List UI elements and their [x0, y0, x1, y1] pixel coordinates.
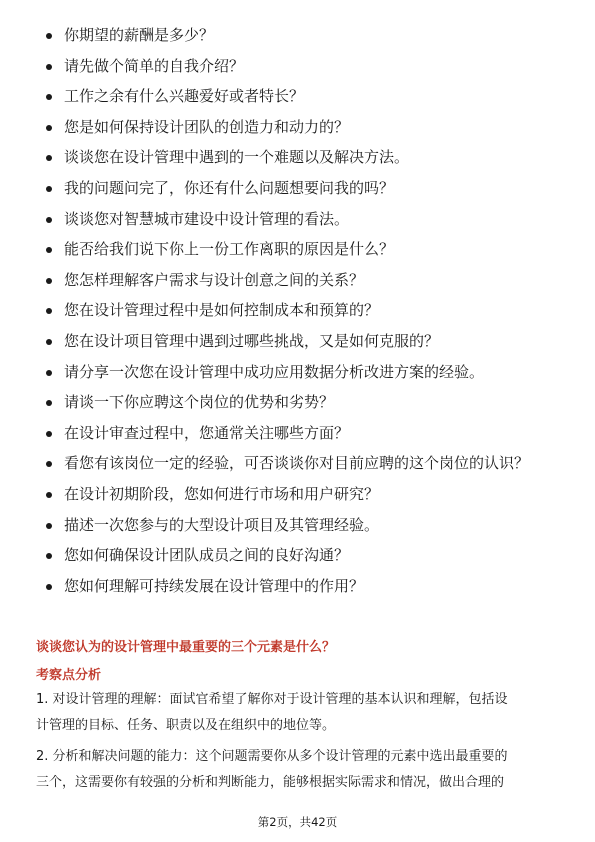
- page-number-footer: 第2页，共42页: [257, 815, 338, 829]
- bullet-icon: [46, 461, 52, 467]
- bullet-icon: [46, 247, 52, 253]
- bullet-icon: [46, 64, 52, 70]
- bullet-icon: [46, 523, 52, 529]
- bullet-icon: [46, 125, 52, 131]
- analysis-heading: 考察点分析: [36, 668, 102, 683]
- question-text: 能否给我们说下你上一份工作离职的原因是什么？: [64, 240, 395, 259]
- list-item: [44, 269, 564, 292]
- list-item: [44, 238, 564, 261]
- question-text: 您在设计项目管理中遇到过哪些挑战，又是如何克服的？: [64, 331, 440, 350]
- question-text: 工作之余有什么兴趣爱好或者特长？: [64, 87, 305, 106]
- question-text: 您是如何保持设计团队的创造力和动力的？: [64, 117, 350, 136]
- list-item: [44, 208, 564, 231]
- bullet-icon: [46, 33, 52, 39]
- question-text: 您如何理解可持续发展在设计管理中的作用？: [64, 576, 365, 595]
- list-item: [44, 452, 564, 475]
- list-item: [44, 575, 564, 598]
- question-text: 谈谈您在设计管理中遇到的一个难题以及解决方法。: [64, 148, 410, 167]
- question-text: 你期望的薪酬是多少？: [64, 26, 215, 44]
- list-item: [44, 299, 564, 322]
- bullet-icon: [46, 94, 52, 100]
- question-text: 看您有该岗位一定的经验，可否谈谈你对目前应聘的这个岗位的认识？: [64, 454, 530, 473]
- bullet-icon: [46, 339, 52, 345]
- bullet-icon: [46, 308, 52, 314]
- bullet-icon: [46, 431, 52, 437]
- question-text: 您怎样理解客户需求与设计创意之间的关系？: [64, 270, 365, 289]
- list-item: [44, 361, 564, 384]
- list-item: [44, 391, 564, 414]
- bullet-icon: [46, 155, 52, 161]
- bullet-icon: [46, 186, 52, 192]
- bullet-icon: [46, 278, 52, 284]
- bullet-icon: [46, 217, 52, 223]
- question-text: 描述一次您参与的大型设计项目及其管理经验。: [64, 515, 380, 534]
- question-text: 在设计审查过程中，您通常关注哪些方面？: [64, 423, 350, 442]
- question-text: 请谈一下你应聘这个岗位的优势和劣势？: [64, 393, 335, 412]
- question-text: 在设计初期阶段，您如何进行市场和用户研究？: [64, 484, 380, 503]
- list-item: [44, 24, 564, 47]
- question-text: 谈谈您对智慧城市建设中设计管理的看法。: [64, 209, 350, 228]
- list-item: [44, 177, 564, 200]
- list-item: [44, 55, 564, 78]
- paragraph-line: 1. 对设计管理的理解：面试官希望了解你对于设计管理的基本认识和理解，包括设: [36, 692, 508, 707]
- bullet-icon: [46, 584, 52, 590]
- bullet-icon: [46, 400, 52, 406]
- list-item: [44, 544, 564, 567]
- question-text: 您如何确保设计团队成员之间的良好沟通？: [64, 546, 350, 565]
- list-item: [44, 116, 564, 139]
- question-text: 请分享一次您在设计管理中成功应用数据分析改进方案的经验。: [64, 362, 485, 381]
- question-text: 您在设计管理过程中是如何控制成本和预算的？: [64, 301, 380, 320]
- section-question-heading: 谈谈您认为的设计管理中最重要的三个元素是什么？: [36, 640, 336, 655]
- paragraph-line: 2. 分析和解决问题的能力：这个问题需要你从多个设计管理的元素中选出最重要的: [36, 749, 508, 764]
- bullet-icon: [46, 370, 52, 376]
- paragraph-line: 三个，这需要你有较强的分析和判断能力，能够根据实际需求和情况，做出合理的: [36, 775, 505, 790]
- list-item: [44, 330, 564, 353]
- question-text: 我的问题问完了，你还有什么问题想要问我的吗？: [64, 178, 395, 197]
- list-item: [44, 514, 564, 537]
- bullet-icon: [46, 553, 52, 559]
- list-item: [44, 146, 564, 169]
- list-item: [44, 85, 564, 108]
- list-item: [44, 483, 564, 506]
- question-list: [44, 24, 564, 605]
- bullet-icon: [46, 492, 52, 498]
- question-text: 请先做个简单的自我介绍？: [64, 56, 245, 75]
- paragraph-line: 计管理的目标、任务、职责以及在组织中的地位等。: [36, 718, 336, 733]
- list-item: [44, 422, 564, 445]
